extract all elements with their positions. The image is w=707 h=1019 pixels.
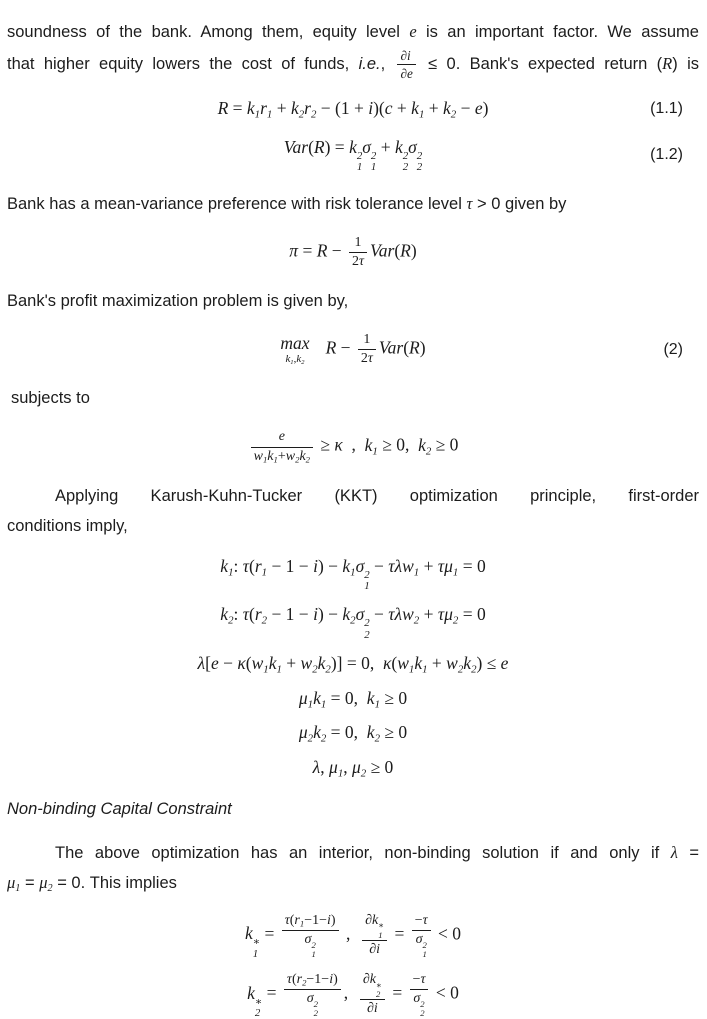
text-run: + [424, 98, 443, 119]
text-run: ≤ 0. Bank's expected return ( [418, 55, 663, 74]
equation-row [7, 331, 699, 368]
paragraph [7, 383, 699, 413]
equation-row [7, 971, 699, 1019]
text-run: + [277, 448, 286, 464]
text-run: ( [289, 912, 295, 928]
text-run: ≥ 0 [366, 757, 394, 778]
text-line [7, 189, 699, 219]
math-run: $k_1$ [285, 352, 294, 366]
equation [220, 603, 485, 641]
equation [289, 234, 416, 271]
text-run: + [281, 653, 301, 674]
text-run: = [390, 923, 409, 944]
math-run: $w_1$ [253, 448, 268, 465]
text-run: + [376, 136, 395, 157]
text-run: , [343, 982, 357, 1003]
text-run: 2 [352, 253, 360, 269]
math-run: $r_1$ [260, 98, 273, 121]
text-run: conditions imply, [7, 516, 128, 535]
text-run: 1 [354, 234, 362, 250]
text-run: Bank has a mean-variance preference with risk tolerance level [7, 194, 467, 213]
math-run: τλw$_2$ [388, 604, 420, 627]
math-run: R [409, 337, 420, 358]
equation [299, 687, 407, 711]
math-run: ∂k ∗ 1 [365, 912, 385, 940]
text-line [7, 383, 699, 413]
equation-row [7, 97, 699, 121]
text-run: ( [245, 653, 252, 674]
math-run: $\mu_1$ [329, 757, 344, 780]
equation [248, 428, 459, 465]
math-run: $\mu_1$ [7, 872, 21, 894]
text-run: = [387, 982, 407, 1003]
equation [245, 912, 461, 960]
math-run: τ [420, 971, 426, 987]
math-run: k ∗ 1 [244, 923, 261, 960]
math-run: $k_2$ [442, 98, 457, 121]
fraction [360, 971, 385, 1018]
math-run: $k_1$ [246, 98, 261, 121]
text-run: ≥ 0, [377, 435, 419, 456]
paragraph [7, 481, 699, 541]
text-run: − 1 − [267, 555, 314, 576]
equation [198, 652, 509, 676]
math-run: $\mu_2$ [298, 722, 314, 745]
math-run: i [313, 604, 318, 625]
math-run: e [409, 22, 417, 41]
math-run: λ [312, 757, 321, 778]
equation [313, 756, 394, 780]
equation-row [7, 687, 699, 711]
math-run: R [217, 98, 229, 119]
text-run: − [369, 604, 389, 625]
text-run: soundness of the bank. Among them, equity level [7, 23, 410, 41]
math-run: Non-binding Capital Constraint [7, 799, 232, 818]
math-run: $k_1$ [411, 98, 425, 121]
equation [299, 721, 407, 745]
text-run: ( [308, 136, 314, 157]
text-run: 2 [360, 351, 368, 367]
math-run: e [210, 653, 219, 674]
text-run: ( [403, 337, 410, 358]
math-run: $k_2$ [463, 653, 477, 676]
text-run: , [380, 55, 395, 74]
text-run: − [414, 912, 423, 928]
fraction [349, 234, 367, 271]
text-run: = 0, [326, 722, 367, 743]
equation-number: (1.2) [650, 145, 683, 163]
text-run: ) [419, 337, 426, 358]
text-run: −1− [306, 971, 330, 987]
text-run: = [298, 240, 317, 261]
text-run: ≥ 0 [380, 687, 408, 708]
text-run: = 0, [326, 687, 367, 708]
text-run: − [412, 971, 421, 987]
math-run: k 2 2 [394, 136, 409, 174]
math-run: $r_2$ [254, 604, 268, 627]
math-run: τλw$_1$ [388, 555, 420, 579]
text-run: , [342, 435, 365, 456]
math-run: e [500, 653, 509, 674]
text-run: subjects to [11, 389, 90, 408]
fraction [410, 971, 429, 1018]
text-run: + [427, 653, 447, 674]
math-run: $r_1$ [294, 912, 305, 929]
math-run: max [280, 332, 310, 353]
equation-row [7, 136, 699, 174]
text-run: + [419, 604, 438, 625]
text-run: = [20, 873, 40, 892]
text-run: [ [205, 653, 211, 674]
text-run: ) [333, 971, 338, 987]
paragraph [7, 838, 699, 898]
math-run: R [400, 240, 411, 261]
math-run: $w_1$ [251, 653, 269, 676]
text-run: is an important factor. We assume [416, 23, 699, 41]
math-run: k ∗ 2 [247, 982, 263, 1019]
text-run: ) [330, 912, 336, 928]
math-run: τ [286, 971, 292, 987]
text-run: ( [394, 240, 401, 261]
equation-row [7, 912, 699, 960]
fraction [284, 971, 341, 1018]
math-run: c [384, 98, 393, 119]
text-run: = [262, 982, 281, 1003]
math-run: τ [284, 912, 290, 928]
equation-row [7, 234, 699, 271]
math-run: i [313, 555, 318, 576]
text-run: − (1 + [316, 98, 369, 119]
fraction [412, 912, 431, 959]
text-run: − [456, 98, 475, 119]
math-run: ∂e [400, 66, 413, 82]
text-run: = 0 [458, 604, 486, 625]
text-run: < 0 [433, 923, 462, 944]
text-run: − 1 − [267, 604, 314, 625]
text-run: − [327, 240, 347, 261]
text-run: ( [249, 604, 255, 625]
fraction [397, 47, 415, 82]
text-run: + [419, 555, 438, 576]
text-line [7, 511, 699, 541]
equation [284, 136, 422, 174]
math-run: $k_1$ [313, 687, 327, 711]
math-run: κ [237, 653, 246, 674]
document-page [7, 17, 699, 1019]
text-run: − [369, 555, 389, 576]
math-run: R [316, 240, 328, 261]
math-run: $k_2$ [296, 352, 305, 366]
text-line [7, 868, 699, 898]
math-run: κ [334, 435, 343, 456]
fraction [282, 912, 339, 959]
text-run: + [272, 98, 291, 119]
paragraph [7, 17, 699, 82]
math-run: i.e. [358, 55, 381, 74]
math-run: $k_1$ [414, 653, 428, 676]
section-heading [7, 794, 699, 824]
math-run: $\tau\mu_2$ [437, 604, 459, 627]
math-run: $k_1$ [342, 555, 356, 579]
math-run: i [327, 912, 331, 928]
text-line [7, 286, 699, 316]
equation-row [7, 603, 699, 641]
equation-row [7, 652, 699, 676]
math-run: ∂i [400, 48, 411, 63]
math-run: σ 2 2 [413, 991, 425, 1019]
math-run: Var [378, 337, 404, 358]
equation [218, 97, 489, 121]
text-run: ( [391, 653, 398, 674]
math-run: $w_2$ [285, 448, 300, 465]
text-run: ( [291, 971, 297, 987]
math-run: $w_2$ [446, 653, 464, 676]
text-line [7, 794, 699, 824]
text-run: Applying Karush-Kuhn-Tucker (KKT) optimization principle, first-order [55, 486, 699, 505]
math-run: $\mu_2$ [39, 872, 53, 894]
math-run: $k_2$ [313, 722, 327, 745]
text-run: , [341, 923, 360, 944]
math-run: $r_1$ [254, 555, 268, 579]
text-run: )( [373, 98, 385, 119]
text-run: + [392, 98, 412, 119]
equation-row [7, 721, 699, 745]
equation [247, 971, 459, 1019]
math-run: λ [670, 842, 678, 862]
math-run: $w_1$ [397, 653, 415, 676]
math-run: κ [383, 653, 392, 674]
math-run: π [289, 240, 299, 261]
equation-number: (1.1) [650, 100, 683, 118]
math-run: τ [466, 193, 473, 213]
text-run: )] = 0, [330, 653, 383, 674]
text-run: ≥ [316, 435, 335, 456]
equation-number: (2) [663, 340, 683, 358]
equation [220, 555, 485, 593]
text-run: : [233, 555, 243, 576]
text-run: ) is [672, 55, 699, 74]
math-run: ∂i [369, 941, 380, 957]
text-run: ) [410, 240, 417, 261]
math-run: $k_2$ [317, 653, 331, 676]
math-run: i [329, 971, 334, 987]
math-run: λ [197, 653, 206, 674]
equation-row [7, 555, 699, 593]
text-run: = 0. This implies [52, 873, 177, 892]
math-run: σ 2 2 [408, 136, 423, 174]
math-run: $k_1$ [366, 687, 380, 711]
math-run: $k_1$ [364, 435, 378, 458]
math-run: σ 2 1 [355, 555, 370, 593]
math-run: $k_1$ [220, 555, 234, 579]
text-run: = [260, 923, 279, 944]
text-run: ( [249, 555, 255, 576]
fraction [358, 331, 376, 368]
text-run: ) = [324, 136, 350, 157]
math-run: i [368, 98, 374, 119]
math-run: ∂k ∗ 2 [362, 971, 382, 999]
text-run: − [336, 337, 355, 358]
math-run: $r_2$ [304, 98, 317, 121]
math-run: R [662, 54, 673, 74]
equation-row [7, 756, 699, 780]
math-run: σ 2 2 [306, 991, 318, 1019]
text-line [7, 481, 699, 511]
math-run: e [278, 429, 285, 445]
text-run: 1 [363, 332, 371, 348]
math-run: ∂i [367, 1000, 378, 1016]
text-run: = [677, 843, 699, 862]
math-run: $\tau\mu_1$ [437, 555, 459, 579]
text-run: ≥ 0 [380, 722, 408, 743]
text-run: Bank's profit maximization problem is given by, [7, 292, 349, 311]
paragraph [7, 286, 699, 316]
math-run: e [474, 98, 483, 119]
math-run: τ [242, 604, 249, 625]
text-run: − [218, 653, 238, 674]
text-line [7, 838, 699, 868]
math-run: $w_2$ [300, 653, 318, 676]
math-run: $k_1$ [267, 448, 278, 465]
text-run: The above optimization has an interior, non-binding solution if and only if [55, 843, 671, 862]
math-run: R [313, 136, 325, 157]
text-line [7, 47, 699, 82]
equation [280, 331, 425, 368]
math-run: σ 2 1 [362, 136, 377, 174]
math-run: σ 2 2 [355, 604, 370, 641]
equation-row [7, 428, 699, 465]
math-run: $k_2$ [366, 722, 380, 745]
text-run: < 0 [431, 982, 459, 1003]
math-run: $k_2$ [418, 435, 432, 458]
text-run: , [293, 352, 297, 365]
math-run: $k_2$ [220, 604, 234, 627]
text-run: = [228, 98, 247, 119]
text-run: : [233, 604, 243, 625]
text-line [7, 17, 699, 47]
math-run: Var [370, 240, 395, 261]
math-run: $k_2$ [290, 98, 305, 121]
text-run: −1− [304, 912, 328, 928]
text-run: ) [482, 98, 489, 119]
math-run: k 2 1 [349, 136, 363, 174]
operator-with-underscript [280, 333, 309, 367]
math-run: Var [283, 136, 309, 157]
math-run: τ [367, 351, 373, 367]
fraction [251, 428, 313, 465]
math-run: $\mu_1$ [298, 687, 314, 711]
text-run: , [320, 757, 330, 778]
math-run: R [325, 337, 337, 358]
text-run: ) − [317, 555, 343, 576]
math-run: $k_2$ [299, 448, 310, 465]
math-run: σ 2 1 [304, 931, 316, 959]
fraction [362, 912, 387, 959]
math-run: $k_1$ [268, 653, 282, 676]
text-run: that higher equity lowers the cost of funds, [7, 55, 359, 74]
text-run: ≥ 0 [431, 435, 459, 456]
paragraph [7, 189, 699, 219]
text-run: = 0 [458, 555, 486, 576]
math-run: τ [359, 253, 365, 269]
math-run: $\mu_2$ [351, 757, 367, 780]
math-run: τ [422, 912, 428, 928]
math-run: $k_2$ [342, 604, 356, 627]
text-run: ) ≤ [476, 653, 501, 674]
math-run: σ 2 1 [415, 931, 427, 959]
math-run: τ [242, 555, 249, 576]
text-run: , [343, 757, 352, 778]
text-run: ) − [317, 604, 343, 625]
math-run: $r_2$ [296, 971, 307, 988]
text-run: > 0 given by [472, 194, 567, 213]
